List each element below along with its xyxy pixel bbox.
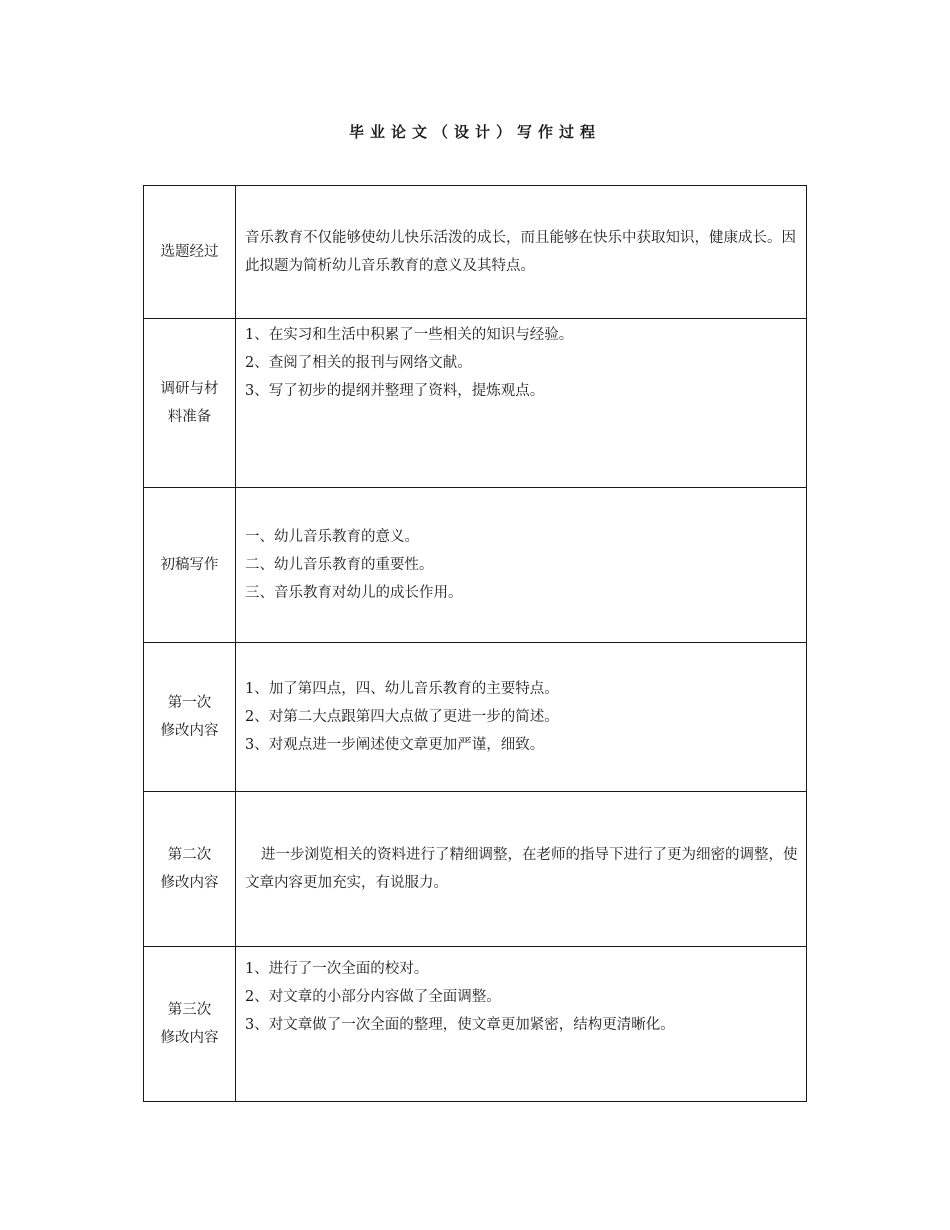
- row-content-third-revision: [236, 947, 807, 1102]
- list-item: 1、进行了一次全面的校对。: [245, 961, 429, 977]
- row-label-second-revision: [144, 792, 236, 947]
- table-row-topic-selection: [144, 186, 807, 319]
- writing-process-table: [143, 185, 807, 1102]
- list-item: 3、写了初步的提纲并整理了资料，提炼观点。: [245, 383, 545, 399]
- row-label-third-revision: [144, 947, 236, 1102]
- row-label-line: 修改内容: [160, 875, 219, 891]
- row-content-topic-selection: [236, 186, 807, 319]
- list-item: 三、音乐教育对幼儿的成长作用。: [245, 585, 463, 601]
- list-item: 3、对观点进一步阐述使文章更加严谨，细致。: [245, 737, 545, 753]
- table-row-second-revision: [144, 792, 807, 947]
- list-item: 1、加了第四点，四、幼儿音乐教育的主要特点。: [245, 681, 559, 697]
- table-row-research-preparation: [144, 319, 807, 488]
- list-item: 一、幼儿音乐教育的意义。: [245, 529, 419, 545]
- row-label-line: 初稿写作: [160, 557, 219, 573]
- row-label-line: 料准备: [167, 409, 212, 425]
- row-label-line: 调研与材: [160, 381, 219, 397]
- row-content-first-draft: [236, 488, 807, 643]
- row-label-research-preparation: [144, 319, 236, 488]
- row-label-line: 选题经过: [160, 244, 219, 260]
- row-label-first-revision: [144, 643, 236, 792]
- row-label-line: 修改内容: [160, 723, 219, 739]
- list-item: 二、幼儿音乐教育的重要性。: [245, 557, 434, 573]
- row-content-research-preparation: [236, 319, 807, 488]
- list-item: 2、对文章的小部分内容做了全面调整。: [245, 989, 501, 1005]
- list-item: 2、对第二大点跟第四大点做了更进一步的简述。: [245, 709, 559, 725]
- row-content-second-revision: [236, 792, 807, 947]
- row-label-line: 修改内容: [160, 1030, 219, 1046]
- document-title: 毕业论文（设计）写作过程: [348, 123, 601, 141]
- second-revision-text: 进一步浏览相关的资料进行了精细调整，在老师的指导下进行了更为细密的调整，使文章内容更加充实，有说服力。: [245, 847, 798, 891]
- row-label-line: 第二次: [167, 847, 212, 863]
- list-item: 1、在实习和生活中积累了一些相关的知识与经验。: [245, 327, 574, 343]
- topic-selection-text: 音乐教育不仅能够使幼儿快乐活泼的成长，而且能够在快乐中获取知识，健康成长。因此拟题为简析幼儿音乐教育的意义及其特点。: [245, 230, 796, 274]
- row-label-topic-selection: [144, 186, 236, 319]
- row-label-line: 第三次: [167, 1002, 212, 1018]
- row-content-first-revision: [236, 643, 807, 792]
- table-row-first-revision: [144, 643, 807, 792]
- list-item: 2、查阅了相关的报刊与网络文献。: [245, 355, 472, 371]
- table-row-third-revision: [144, 947, 807, 1102]
- list-item: 3、对文章做了一次全面的整理，使文章更加紧密，结构更清晰化。: [245, 1017, 675, 1033]
- table-row-first-draft: [144, 488, 807, 643]
- row-label-first-draft: [144, 488, 236, 643]
- row-label-line: 第一次: [167, 695, 212, 711]
